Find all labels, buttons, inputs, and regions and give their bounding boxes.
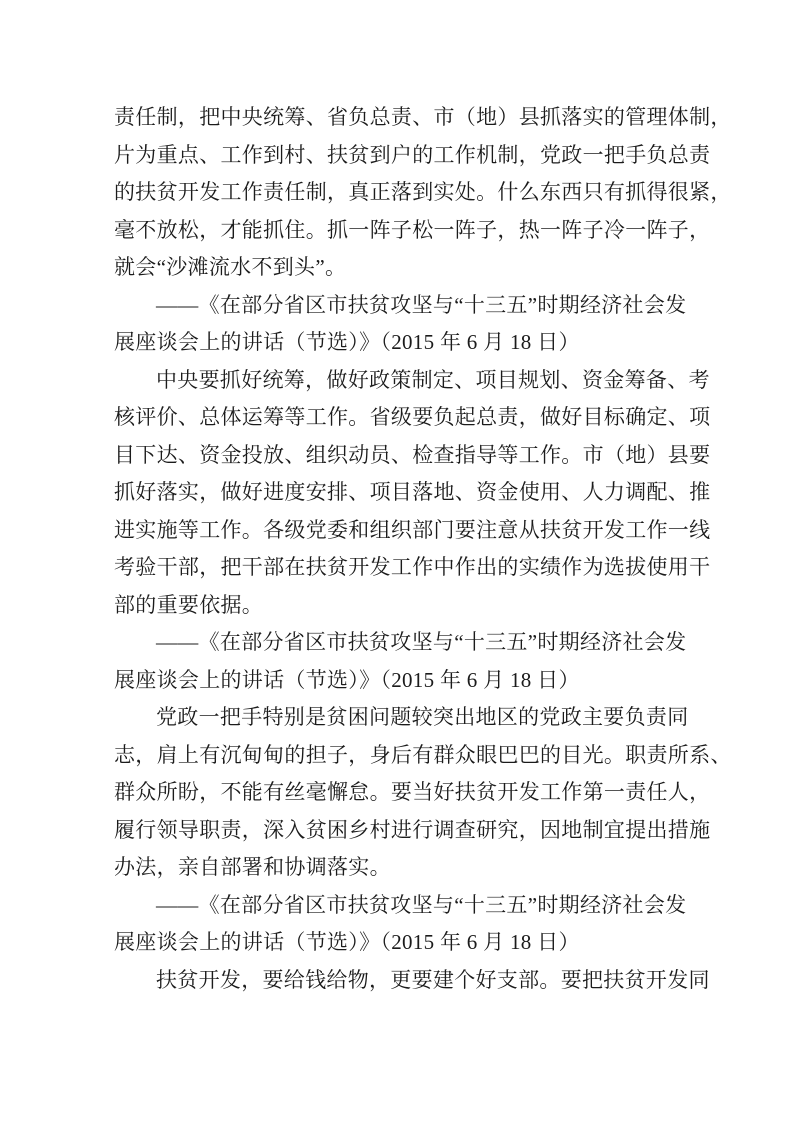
text-line: 目下达、资金投放、组织动员、检查指导等工作。市（地）县要 <box>114 442 711 467</box>
text-line: 毫不放松，才能抓住。抓一阵子松一阵子，热一阵子冷一阵子， <box>114 217 711 242</box>
citation-1 <box>114 287 759 362</box>
text-line: 展座谈会上的讲话（节选）》（2015 年 6 月 18 日） <box>114 330 580 354</box>
text-line: ——《在部分省区市扶贫攻坚与“十三五”时期经济社会发 <box>156 892 687 917</box>
citation-3 <box>114 887 759 962</box>
text-line: 办法，亲自部署和协调落实。 <box>114 855 391 879</box>
text-line: ——《在部分省区市扶贫攻坚与“十三五”时期经济社会发 <box>156 292 687 317</box>
text-line: 进实施等工作。各级党委和组织部门要注意从扶贫开发工作一线 <box>114 517 711 542</box>
text-line: 核评价、总体运筹等工作。省级要负起总责，做好目标确定、项 <box>114 405 711 429</box>
text-line: 群众所盼，不能有丝毫懈怠。要当好扶贫开发工作第一责任人， <box>114 780 711 804</box>
text-line: 志，肩上有沉甸甸的担子，身后有群众眼巴巴的目光。职责所系、 <box>114 742 732 767</box>
paragraph-1-body-continuation <box>114 99 759 287</box>
text-line: 展座谈会上的讲话（节选）》（2015 年 6 月 18 日） <box>114 667 580 692</box>
text-line: 部的重要依据。 <box>114 592 264 617</box>
text-line: 就会“沙滩流水不到头”。 <box>114 255 347 279</box>
paragraph-4-body-cut-off <box>114 962 759 1000</box>
text-line: 责任制，把中央统筹、省负总责、市（地）县抓落实的管理体制， <box>114 105 732 129</box>
text-line: 抓好落实，做好进度安排、项目落地、资金使用、人力调配、推 <box>114 480 711 504</box>
citation-2 <box>114 624 759 699</box>
text-line: ——《在部分省区市扶贫攻坚与“十三五”时期经济社会发 <box>156 630 687 654</box>
paragraph-2-body <box>114 362 759 625</box>
paragraph-3-body <box>114 699 759 887</box>
text-line: 片为重点、工作到村、扶贫到户的工作机制，党政一把手负总责 <box>114 142 711 167</box>
text-line: 党政一把手特别是贫困问题较突出地区的党政主要负责同 <box>156 705 689 729</box>
text-line: 的扶贫开发工作责任制，真正落到实处。什么东西只有抓得很紧， <box>114 180 732 204</box>
text-line: 展座谈会上的讲话（节选）》（2015 年 6 月 18 日） <box>114 930 580 954</box>
text-line: 考验干部，把干部在扶贫开发工作中作出的实绩作为选拔使用干 <box>114 555 711 579</box>
text-line: 中央要抓好统筹，做好政策制定、项目规划、资金筹备、考 <box>156 367 710 392</box>
text-line: 扶贫开发，要给钱给物，更要建个好支部。要把扶贫开发同 <box>156 967 710 992</box>
text-line: 履行领导职责，深入贫困乡村进行调查研究，因地制宜提出措施 <box>114 817 711 842</box>
page-body <box>114 99 759 999</box>
